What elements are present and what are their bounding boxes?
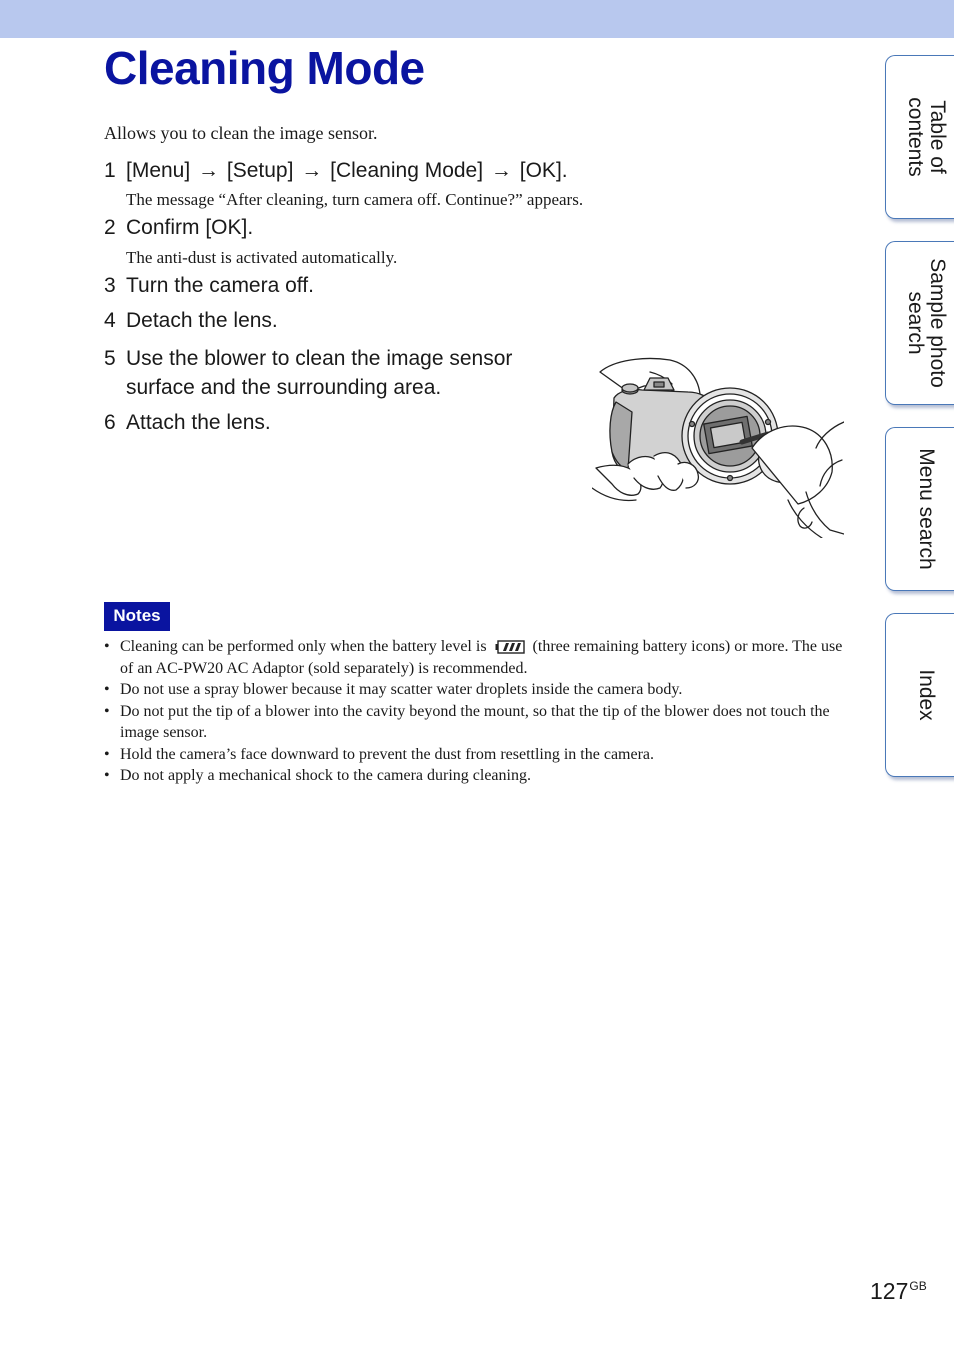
note-item: • Hold the camera’s face downward to prevent the dust from resettling in the camera. [104,744,844,766]
menu-path-menu: [Menu] [126,159,191,182]
page-number: $127^{GB}$ [870,1278,927,1304]
camera-cleaning-illustration [592,352,844,538]
step-text: Detach the lens. [126,309,278,332]
tab-index[interactable] [885,613,954,777]
notes-list [104,636,844,787]
bullet-icon: • [104,702,110,720]
step-number: 3 [104,274,116,297]
menu-path-setup: [Setup] [226,159,294,182]
step-6 [104,409,271,437]
step-number: 2 [104,216,116,239]
step-number: 6 [104,411,116,434]
notes-badge: Notes [104,602,170,631]
note-item: • Do not apply a mechanical shock to the camera during cleaning. [104,765,844,787]
step-text: Confirm [OK]. [126,216,254,239]
bullet-icon: • [104,767,110,784]
step-2-detail: The anti-dust is activated automatically. [126,248,398,267]
bullet-icon: • [104,638,110,655]
note-item: • Do not put the tip of a blower into the cavity beyond the mount, so that the tip of the blower does not touch the image sensor. [104,702,830,741]
menu-path-cleaning-mode: [Cleaning Mode] [330,159,484,182]
note-item: • Cleaning can be performed only when the battery level is (three remaining battery icons) or more. The use of an AC-PW20 AC Adaptor (sold separately) is recommended. [104,638,843,677]
tab-label: Sample photo search [903,258,949,388]
step-number: 4 [104,309,116,332]
arrow-right-icon: → [198,159,220,182]
bullet-icon: • [104,745,110,763]
arrow-right-icon: → [301,159,323,182]
tab-label: Table of contents [903,97,949,177]
step-2 [104,214,254,242]
battery-three-bars-icon [495,640,525,654]
intro-text: Allows you to clean the image sensor. [104,123,378,143]
tab-table-of-contents[interactable] [885,55,954,219]
tab-label: Menu search [914,448,938,570]
step-4 [104,307,278,335]
tab-sample-photo-search[interactable] [885,241,954,405]
step-3 [104,272,314,300]
step-5-continued: surface and the surrounding area. [126,376,442,399]
page-title: Cleaning Mode [104,42,425,94]
bullet-icon: • [104,681,110,698]
step-number: 5 [104,347,116,370]
step-number: 1 [104,159,116,182]
menu-path-ok: [OK]. [519,159,568,182]
note-item: • Do not use a spray blower because it may scatter water droplets inside the camera body. [104,679,844,701]
arrow-right-icon: → [490,159,512,182]
step-1-detail: The message “After cleaning, turn camera off. Continue?” appears. [126,190,584,209]
tab-label: Index [914,669,938,721]
tab-menu-search[interactable] [885,427,954,591]
step-1 [104,157,568,185]
step-text: Use the blower to clean the image sensor [126,347,513,370]
header-band [0,0,954,38]
step-text: Attach the lens. [126,411,271,434]
step-text [126,157,568,185]
step-5 [104,345,513,373]
step-text: Turn the camera off. [126,274,314,297]
